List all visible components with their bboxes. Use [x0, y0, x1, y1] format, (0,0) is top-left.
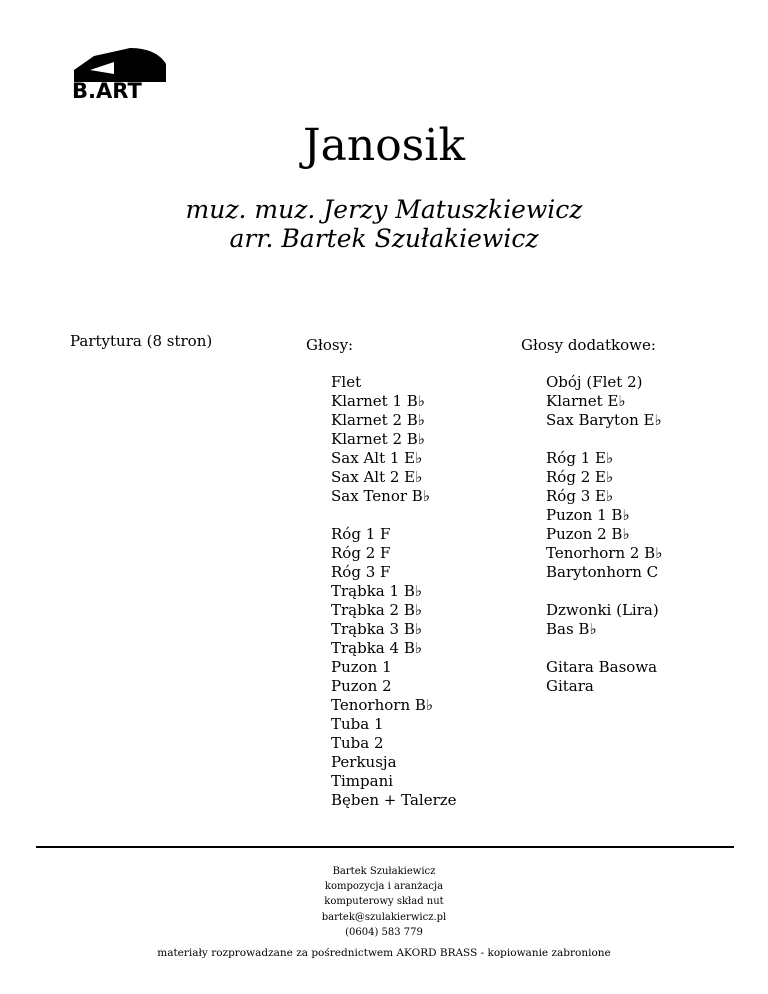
list-item: Tenorhorn 2 B♭: [546, 544, 663, 562]
list-item: Sax Alt 2 E♭: [331, 468, 423, 486]
list-item: Flet: [331, 373, 362, 391]
footer-line: Bartek Szułakiewicz: [332, 866, 436, 877]
list-spacer: [331, 506, 457, 525]
list-item: Gitara Basowa: [546, 658, 658, 676]
list-item: Klarnet 1 B♭: [331, 392, 425, 410]
parts-list: [331, 373, 457, 810]
list-item: Gitara: [546, 677, 594, 695]
list-item: Bas B♭: [546, 620, 597, 638]
list-item: Klarnet E♭: [546, 392, 626, 410]
list-item: Sax Baryton E♭: [546, 411, 662, 429]
list-spacer: [546, 582, 662, 601]
footer-line: komputerowy skład nut: [324, 896, 444, 908]
list-item: Barytonhorn C: [546, 563, 659, 581]
list-item: Róg 1 E♭: [546, 449, 614, 467]
list-item: Trąbka 3 B♭: [331, 620, 422, 638]
footer-line: (0604) 583 779: [345, 926, 423, 938]
list-item: Tuba 1: [331, 715, 384, 733]
list-item: Trąbka 2 B♭: [331, 601, 422, 619]
list-item: Róg 2 F: [331, 544, 391, 562]
copyright-notice: materiały rozprowadzane za pośrednictwem AKORD BRASS - kopiowanie zabronione: [157, 947, 611, 959]
list-item: Klarnet 2 B♭: [331, 430, 425, 448]
divider-line: [36, 846, 734, 848]
composer-credit: muz. muz. Jerzy Matuszkiewicz: [185, 195, 583, 224]
list-item: Róg 1 F: [331, 525, 391, 543]
list-item: Puzon 1 B♭: [546, 506, 630, 524]
list-item: Tenorhorn B♭: [331, 696, 433, 714]
list-item: Klarnet 2 B♭: [331, 411, 425, 429]
author-contact: [0, 864, 768, 940]
list-item: Tuba 2: [331, 734, 384, 752]
logo-text: B.ART: [72, 79, 142, 103]
list-spacer: [546, 430, 662, 449]
extra-parts-heading: Głosy dodatkowe:: [521, 336, 656, 354]
list-item: Trąbka 4 B♭: [331, 639, 422, 657]
list-item: Puzon 1: [331, 658, 392, 676]
footer-line: kompozycja i aranżacja: [324, 881, 444, 893]
footer-line: bartek@szulakierwicz.pl: [321, 911, 447, 923]
list-spacer: [546, 639, 662, 658]
list-item: Róg 3 F: [331, 563, 391, 581]
grand-piano-icon: [70, 48, 170, 82]
list-item: Dzwonki (Lira): [546, 601, 659, 619]
list-item: Trąbka 1 B♭: [331, 582, 422, 600]
bart-logo: [70, 48, 170, 104]
list-item: Sax Alt 1 E♭: [331, 449, 423, 467]
list-item: Róg 2 E♭: [546, 468, 614, 486]
list-item: Perkusja: [331, 753, 397, 771]
list-item: Róg 3 E♭: [546, 487, 614, 505]
list-item: Puzon 2 B♭: [546, 525, 630, 543]
list-item: Puzon 2: [331, 677, 392, 695]
list-item: Obój (Flet 2): [546, 373, 643, 391]
score-label: Partytura (8 stron): [70, 332, 213, 350]
arranger-credit: arr. Bartek Szułakiewicz: [229, 224, 539, 253]
list-item: Bęben + Talerze: [331, 791, 457, 809]
list-item: Sax Tenor B♭: [331, 487, 430, 505]
page-title: Janosik: [302, 120, 465, 171]
extra-parts-list: [546, 373, 662, 696]
list-item: Timpani: [331, 772, 394, 790]
parts-heading: Głosy:: [306, 336, 354, 354]
